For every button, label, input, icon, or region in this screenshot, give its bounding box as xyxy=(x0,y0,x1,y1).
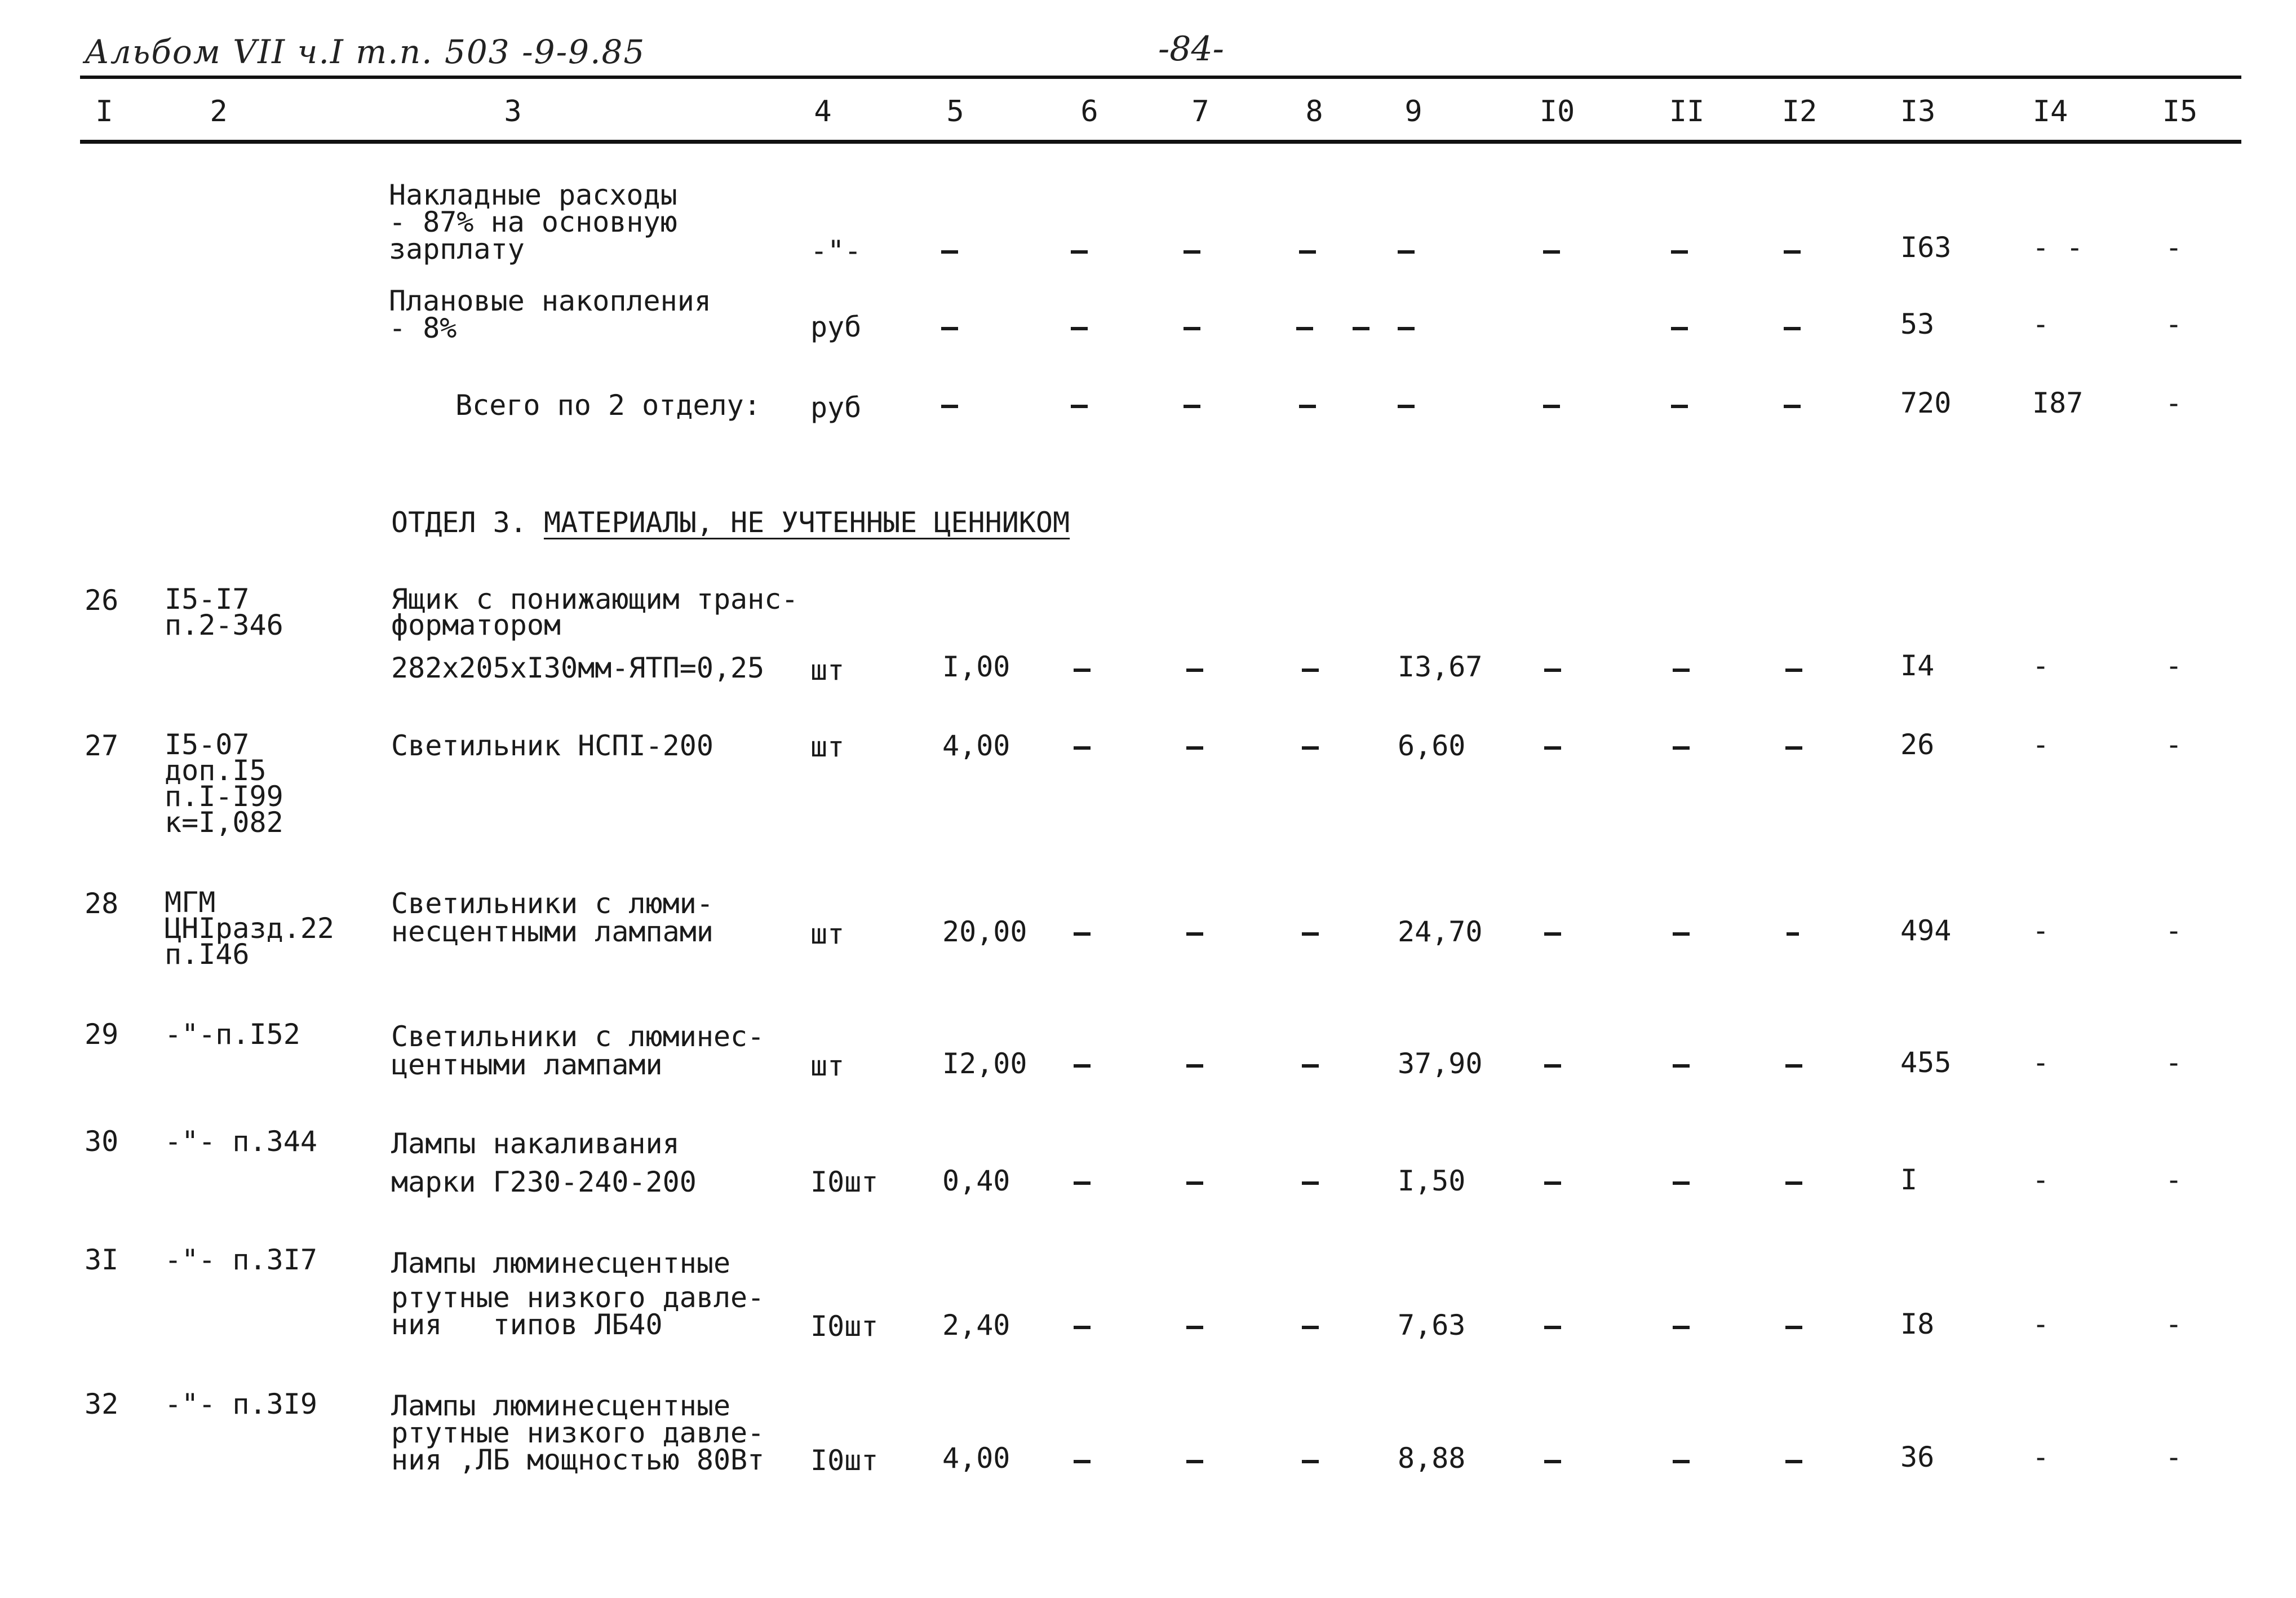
row-total: I63 xyxy=(1900,231,1952,264)
row-unit: руб xyxy=(810,311,862,343)
empty-cell-mark xyxy=(1673,1064,1690,1068)
empty-cell-mark xyxy=(1544,1064,1561,1068)
empty-cell-mark xyxy=(1673,746,1690,750)
column-header: I0 xyxy=(1539,95,1575,129)
column-header: 9 xyxy=(1404,95,1422,129)
page-number: -84- xyxy=(1158,29,1224,69)
empty-cell-mark xyxy=(1671,327,1688,330)
empty-cell-mark xyxy=(1074,1181,1091,1185)
row-quantity: I,00 xyxy=(942,650,1010,683)
empty-cell-mark xyxy=(1785,669,1802,672)
row-price: 6,60 xyxy=(1398,729,1466,762)
empty-cell-mark xyxy=(1186,669,1203,672)
row-col15: - xyxy=(2165,231,2183,264)
empty-cell-mark xyxy=(1544,669,1561,672)
empty-cell-mark xyxy=(1074,1326,1091,1329)
empty-cell-mark xyxy=(1353,327,1369,330)
empty-cell-mark xyxy=(1543,405,1560,408)
empty-cell-mark xyxy=(1544,1326,1561,1329)
empty-cell-mark xyxy=(1074,746,1091,750)
empty-cell-mark xyxy=(1673,1326,1690,1329)
row-price: 7,63 xyxy=(1398,1309,1466,1342)
row-col15: - xyxy=(2165,1308,2183,1340)
empty-cell-mark xyxy=(1302,669,1319,672)
row-number: 29 xyxy=(85,1018,119,1051)
empty-cell-mark xyxy=(1296,327,1313,330)
empty-cell-mark xyxy=(1299,250,1316,254)
empty-cell-mark xyxy=(1186,1181,1203,1185)
empty-cell-mark xyxy=(1074,1064,1091,1068)
row-number: 28 xyxy=(85,887,119,920)
row-number: 27 xyxy=(85,729,119,762)
empty-cell-mark xyxy=(1544,1460,1561,1463)
empty-cell-mark xyxy=(1671,250,1688,254)
column-header: I xyxy=(95,95,113,129)
row-description: Светильники с люминес- центными лампами xyxy=(391,1020,765,1081)
row-code: -"- п.344 xyxy=(165,1125,317,1158)
empty-cell-mark xyxy=(1785,1064,1802,1068)
row-col15: - xyxy=(2165,1441,2183,1473)
empty-cell-mark xyxy=(1785,1181,1802,1185)
empty-cell-mark xyxy=(1673,1181,1690,1185)
row-total: I8 xyxy=(1900,1308,1935,1340)
empty-cell-mark xyxy=(1673,932,1690,936)
empty-cell-mark xyxy=(1544,1181,1561,1185)
row-total: I xyxy=(1900,1163,1918,1196)
row-col15: - xyxy=(2165,914,2183,947)
row-col15: - xyxy=(2165,728,2183,761)
column-header: I3 xyxy=(1900,95,1936,129)
row-col15: - xyxy=(2165,1046,2183,1079)
row-code: -"- п.3I7 xyxy=(165,1243,317,1276)
empty-cell-mark xyxy=(1302,1181,1319,1185)
row-description: Лампы люминесцентные xyxy=(391,1247,731,1280)
row-col15: - xyxy=(2165,649,2183,682)
row-unit: шт xyxy=(810,1050,845,1082)
row-total: I4 xyxy=(1900,649,1935,682)
empty-cell-mark xyxy=(1784,250,1801,254)
row-col14: - xyxy=(2032,728,2050,761)
empty-cell-mark xyxy=(1302,932,1319,936)
empty-cell-mark xyxy=(1785,1460,1802,1463)
empty-cell-mark xyxy=(1398,250,1415,254)
empty-cell-mark xyxy=(1071,250,1088,254)
row-description-extra: ртутные низкого давле- ния типов ЛБ40 xyxy=(391,1281,765,1341)
empty-cell-mark xyxy=(1673,669,1690,672)
row-number: 3I xyxy=(85,1243,119,1276)
table-header-rule xyxy=(80,140,2241,144)
empty-cell-mark xyxy=(1785,746,1802,750)
row-quantity: 0,40 xyxy=(942,1165,1010,1197)
row-unit: руб xyxy=(810,391,862,424)
row-total: 455 xyxy=(1900,1046,1952,1079)
row-quantity: I2,00 xyxy=(942,1047,1027,1080)
row-description: Всего по 2 отделу: xyxy=(455,389,761,422)
empty-cell-mark xyxy=(1302,1326,1319,1329)
row-unit: I0шт xyxy=(810,1444,879,1477)
empty-cell-mark xyxy=(1074,669,1091,672)
row-code: I5-07 доп.I5 п.I-I99 к=I,082 xyxy=(165,728,283,839)
row-col15: - xyxy=(2165,387,2183,419)
empty-cell-mark xyxy=(1398,405,1415,408)
row-code: -"- п.3I9 xyxy=(165,1388,317,1420)
row-col14: - xyxy=(2032,914,2050,947)
empty-cell-mark xyxy=(1544,932,1561,936)
row-total: 494 xyxy=(1900,914,1952,947)
row-price: 24,70 xyxy=(1398,915,1483,948)
row-code: I5-I7 п.2-346 xyxy=(165,583,283,641)
row-description: Плановые накопления - 8% xyxy=(389,285,711,344)
column-header: II xyxy=(1669,95,1705,129)
empty-cell-mark xyxy=(1299,405,1316,408)
empty-cell-mark xyxy=(1543,250,1560,254)
column-header: 2 xyxy=(210,95,228,129)
column-header: I5 xyxy=(2162,95,2198,129)
row-code: МГМ ЦНIразд.22 п.I46 xyxy=(165,886,335,971)
section-title: МАТЕРИАЛЫ, НЕ УЧТЕННЫЕ ЦЕННИКОМ xyxy=(543,506,1070,539)
column-header: 6 xyxy=(1080,95,1098,129)
empty-cell-mark xyxy=(1071,327,1088,330)
row-number: 26 xyxy=(85,584,119,617)
row-quantity: 2,40 xyxy=(942,1309,1010,1342)
empty-cell-mark xyxy=(1184,327,1200,330)
row-code: -"-п.I52 xyxy=(165,1018,300,1051)
column-header: I4 xyxy=(2032,95,2068,129)
row-description: Светильники с люми- несцентными лампами xyxy=(391,887,713,948)
row-total: 36 xyxy=(1900,1441,1935,1473)
column-header: I2 xyxy=(1781,95,1818,129)
empty-cell-mark xyxy=(941,327,958,330)
row-description: Лампы люминесцентные ртутные низкого давле- ния ,ЛБ мощностью 80Вт xyxy=(391,1389,765,1476)
row-price: I3,67 xyxy=(1398,650,1483,683)
row-col15: - xyxy=(2165,1163,2183,1196)
empty-cell-mark xyxy=(1784,327,1801,330)
row-price: 8,88 xyxy=(1398,1442,1466,1475)
row-total: 26 xyxy=(1900,728,1935,761)
row-description-extra: 282х205хI30мм-ЯТП=0,25 xyxy=(391,652,765,684)
empty-cell-mark xyxy=(1302,1460,1319,1463)
empty-cell-mark xyxy=(941,250,958,254)
row-unit: I0шт xyxy=(810,1310,879,1343)
empty-cell-mark xyxy=(1071,405,1088,408)
row-price: I,50 xyxy=(1398,1165,1466,1197)
empty-cell-mark xyxy=(1398,327,1415,330)
row-col14: - xyxy=(2032,1163,2050,1196)
empty-cell-mark xyxy=(1186,932,1203,936)
row-col15: - xyxy=(2165,308,2183,340)
album-reference: Альбом VII ч.I т.п. 503 -9-9.85 xyxy=(85,33,646,71)
empty-cell-mark xyxy=(1785,1326,1802,1329)
row-unit: I0шт xyxy=(810,1166,879,1198)
row-description: Светильник НСПI-200 xyxy=(391,729,713,762)
row-description: Накладные расходы - 87% на основную зарплату xyxy=(389,179,677,265)
row-number: 32 xyxy=(85,1388,119,1420)
empty-cell-mark xyxy=(941,405,958,408)
row-unit: шт xyxy=(810,731,845,763)
row-col14: - xyxy=(2032,649,2050,682)
row-quantity: 4,00 xyxy=(942,1442,1010,1475)
empty-cell-mark xyxy=(1186,1460,1203,1463)
empty-cell-mark xyxy=(1186,1064,1203,1068)
column-header: 3 xyxy=(504,95,522,129)
row-quantity: 20,00 xyxy=(942,915,1027,948)
column-header: 4 xyxy=(814,95,832,129)
row-col14: - xyxy=(2032,308,2050,340)
row-unit: -"- xyxy=(810,234,862,267)
empty-cell-mark xyxy=(1671,405,1688,408)
column-header: 5 xyxy=(946,95,964,129)
row-total: 720 xyxy=(1900,387,1952,419)
empty-cell-mark xyxy=(1184,405,1200,408)
empty-cell-mark xyxy=(1186,1326,1203,1329)
empty-cell-mark xyxy=(1302,746,1319,750)
row-col14: I87 xyxy=(2032,387,2084,419)
row-col14: - xyxy=(2032,1308,2050,1340)
column-header: 8 xyxy=(1305,95,1323,129)
row-number: 30 xyxy=(85,1125,119,1158)
row-col14: - xyxy=(2032,1046,2050,1079)
row-unit: шт xyxy=(810,654,845,687)
table-top-rule xyxy=(80,76,2241,79)
row-unit: шт xyxy=(810,918,845,950)
empty-cell-mark xyxy=(1074,1460,1091,1463)
column-header: 7 xyxy=(1191,95,1209,129)
section-heading xyxy=(391,506,1070,539)
row-description-extra: марки Г230-240-200 xyxy=(391,1166,697,1198)
row-col14: - xyxy=(2032,1441,2050,1473)
empty-cell-mark xyxy=(1544,746,1561,750)
row-description: Ящик с понижающим транс- форматором xyxy=(391,583,799,641)
row-price: 37,90 xyxy=(1398,1047,1483,1080)
empty-cell-mark xyxy=(1074,932,1091,936)
row-quantity: 4,00 xyxy=(942,729,1010,762)
empty-cell-mark xyxy=(1302,1064,1319,1068)
empty-cell-mark xyxy=(1673,1460,1690,1463)
row-col14: - - xyxy=(2032,231,2084,264)
row-total: 53 xyxy=(1900,308,1935,340)
empty-cell-mark xyxy=(1784,405,1801,408)
row-description: Лампы накаливания xyxy=(391,1127,680,1160)
empty-cell-mark xyxy=(1184,250,1200,254)
section-prefix: ОТДЕЛ 3. xyxy=(391,506,544,539)
empty-cell-mark xyxy=(1787,932,1799,936)
empty-cell-mark xyxy=(1186,746,1203,750)
